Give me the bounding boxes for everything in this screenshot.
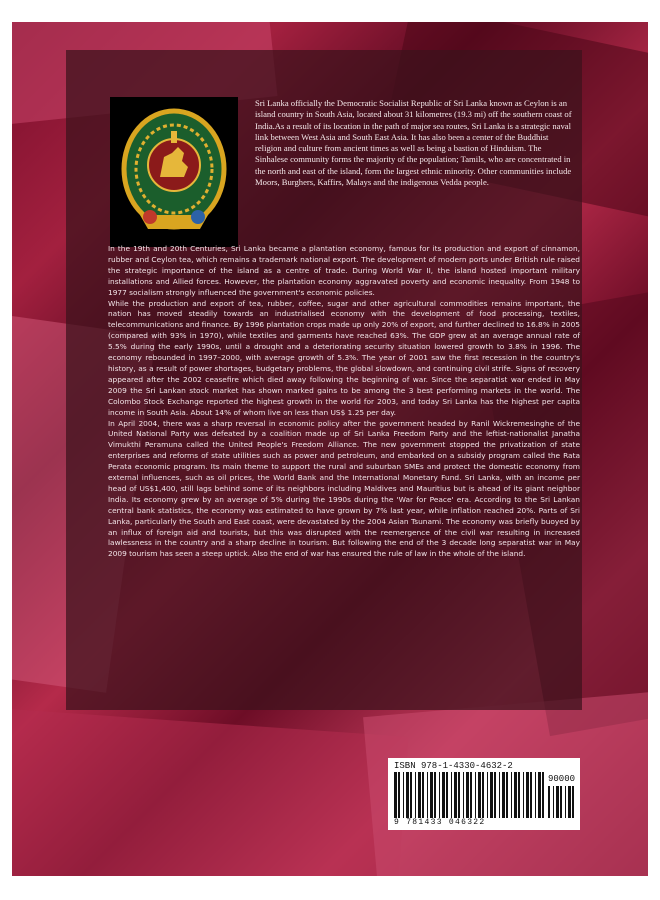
isbn-label: ISBN 978-1-4330-4632-2: [394, 761, 513, 771]
ean-digits: 9 781433 046322: [394, 818, 486, 827]
sri-lanka-emblem-icon: [110, 97, 238, 247]
paragraph: In the 19th and 20th Centuries, Sri Lanka became a plantation economy, famous for its production and export of cinnamon, rubber and Ceylon tea, which remains a trademark national export. The development of modern ports under British rule raised the strategic importance of the island as a centre of trade. During World War II, the island hosted important military installations and Allied forces. However, the plantation economy aggravated poverty and economic inequality. From 1948 to 1977 socialism strongly influenced the government's economic policies.: [108, 244, 580, 297]
bg-shape: [12, 708, 408, 876]
paragraph: In April 2004, there was a sharp reversal in economic policy after the government headed by Ranil Wickremesinghe of the United National Party was defeated by a coalition made up of Sri Lanka Freedom Party and the leftist-nationalist Janatha Vimukthi Peramuna called the United People's Freedom Alliance. The new government stopped the privatization of state enterprises and reforms of state utilities such as power and petroleum, and embarked on a subsidy program called the Rata Perata economic program. Its main theme to support the rural and suburban SMEs and protect the domestic economy from external influences, such as oil prices, the World Bank and the International Monetary Fund. Sri Lanka, with an income per head of US$1,400, still lags behind some of its neighbors including Maldives and Mauritius but is ahead of its giant neighbor India. Its economy grew by an average of 5% during the 1990s during the 'War for Peace' era. According to the Sri Lankan central bank statistics, the economy was estimated to have grown by 7% last year, while inflation reached 20%. Parts of Sri Lanka, particularly the South and East coast, were devastated by the 2004 Asian Tsunami. The economy was briefly buoyed by an influx of foreign aid and tourists, but this was disrupted with the reemergence of the civil war resulting in increased lawlessness in the country and a sharp decline in tourism. But following the end of the 3 decade long separatist war in May 2009 tourism has seen a steep uptick. Also the end of war has ensured the rule of law in the whole of the island.: [108, 418, 580, 559]
body-text: [108, 244, 580, 560]
intro-text: Sri Lanka officially the Democratic Socialist Republic of Sri Lanka known as Ceylon is an island country in South Asia, located about 31 kilometres (19.3 mi) off the southern coast of India.As a result of its location in the path of major sea routes, Sri Lanka is a strategic naval link between West Asia and South East Asia. It has also been a center of the Buddhist religion and culture from ancient times as well as being a bastion of Hinduism. The Sinhalese community forms the majority of the population; Tamils, who are concentrated in the north and east of the island, form the largest ethnic minority. Other communities include Moors, Burghers, Kaffirs, Malays and the indigenous Vedda people.: [255, 98, 572, 188]
barcode-bars-icon: [394, 772, 544, 818]
price-barcode-bars-icon: [548, 786, 576, 818]
price-code: 90000: [548, 774, 576, 784]
paragraph: While the production and export of tea, rubber, coffee, sugar and other agricultural commodities remains important, the nation has moved steadily towards an industrialised economy with the development of food processing, textiles, telecommunications and finance. By 1996 plantation crops made up only 20% of export, and further declined to 16.8% in 2005 (compared with 93% in 1970), while textiles and garments have reached 63%. The GDP grew at an average annual rate of 5.5% during the early 1990s, until a drought and a deteriorating security situation lowered growth to 3.8% in 1996. The economy rebounded in 1997–2000, with average growth of 5.3%. The year of 2001 saw the first recession in the country's history, as a result of power shortages, budgetary problems, the global slowdown, and continuing civil strife. Signs of recovery appeared after the 2002 ceasefire which died away following the beginning of war. Since the separatist war ended in May 2009 the Sri Lankan stock market has shown marked gains to be among the 3 best performing markets in the world. The Colombo Stock Exchange reported the highest growth in the world for 2003, and today Sri Lanka has the highest per capita income in South Asia. About 14% of whom live on less than US$ 1.25 per day.: [108, 298, 580, 417]
barcode: [388, 758, 580, 830]
